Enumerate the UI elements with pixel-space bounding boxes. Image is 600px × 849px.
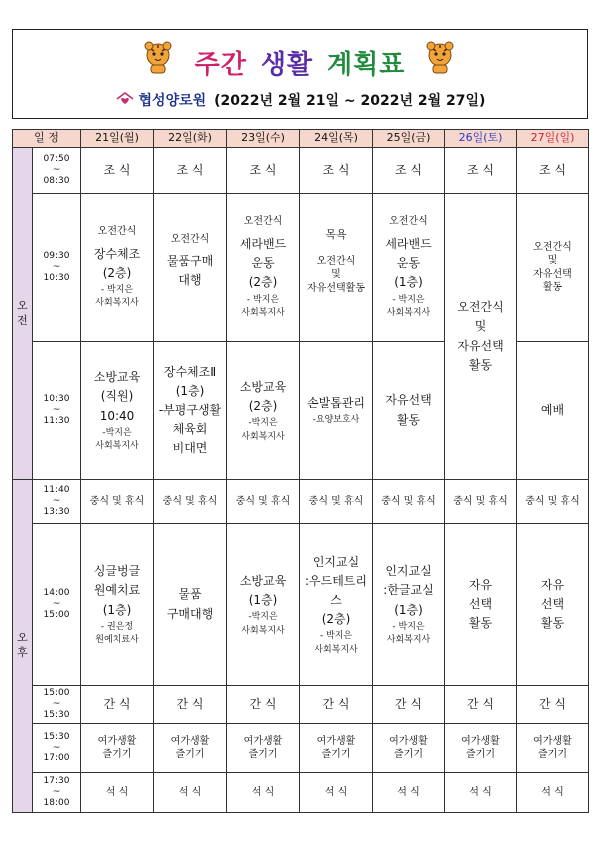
snack-cell: 간 식 — [517, 686, 589, 724]
title-word-1: 주간 — [194, 50, 247, 80]
leisure-cell: 여가생활 즐기기 — [300, 724, 373, 773]
time-cell: 15:00 ~ 15:30 — [33, 686, 81, 724]
day-fri: 25일(금) — [373, 130, 445, 148]
meal-cell: 석 식 — [517, 773, 589, 813]
morning-snack: 오전간식 — [389, 216, 428, 228]
meal-cell: 조 식 — [300, 148, 373, 194]
meal-cell: 석 식 — [373, 773, 445, 813]
activity-note: -박지은 사회복지사 — [241, 612, 285, 636]
activity-note: -박지은 사회복지사 — [95, 427, 139, 452]
activity-cell: 자유 선택 활동 — [445, 524, 517, 686]
leisure-cell: 여가생활 즐기기 — [81, 724, 154, 773]
meal-cell: 중식 및 휴식 — [154, 480, 227, 524]
leisure-cell: 여가생활 즐기기 — [445, 724, 517, 773]
meal-cell: 석 식 — [227, 773, 300, 813]
header-row — [13, 130, 589, 148]
activity-note: - 박지은 사회복지사 — [95, 284, 139, 309]
activity-cell — [154, 194, 227, 342]
activity-cell — [227, 524, 300, 686]
leisure-cell: 여가생활 즐기기 — [227, 724, 300, 773]
snack-cell: 간 식 — [227, 686, 300, 724]
page-title — [13, 44, 587, 81]
leisure-cell: 여가생활 즐기기 — [373, 724, 445, 773]
morning-snack: 오전간식 — [243, 216, 283, 228]
activity-name: 인지교실 :우드테트리스 (2층) — [304, 554, 367, 627]
activity-cell — [227, 342, 300, 480]
activity-cell — [373, 524, 445, 686]
subtitle — [13, 90, 587, 110]
activity-cell: 자유선택 활동 — [373, 342, 445, 480]
activity-cell: 장수체조Ⅱ (1층) -부평구생활 체육회 비대면 — [154, 342, 227, 480]
meal-cell: 중식 및 휴식 — [373, 480, 445, 524]
title-word-3: 계획표 — [327, 50, 406, 80]
activity-cell — [300, 342, 373, 480]
day-sat: 26일(토) — [445, 130, 517, 148]
activity-name: 소방교육 (1층) — [239, 573, 287, 607]
activity-cell — [81, 342, 154, 480]
time-cell: 11:40 ~ 13:30 — [33, 480, 81, 524]
header-label: 일 정 — [13, 130, 81, 148]
activity-cell — [300, 194, 373, 342]
table-row — [13, 686, 589, 724]
time-cell: 10:30 ~ 11:30 — [33, 342, 81, 480]
activity-name: 소방교육 (직원) 10:40 — [93, 370, 141, 423]
time-cell: 14:00 ~ 15:00 — [33, 524, 81, 686]
morning-snack: 오전간식 — [170, 233, 210, 245]
day-mon: 21일(월) — [81, 130, 154, 148]
activity-cell: 오전간식 및 자유선택 활동 — [445, 194, 517, 480]
title-box — [12, 29, 588, 119]
activity-name: 세라밴드 운동 (1층) — [385, 236, 432, 290]
activity-name: 물품구매 대행 — [166, 254, 214, 288]
activity-note: - 권은정 원예치료사 — [95, 621, 139, 646]
meal-cell: 중식 및 휴식 — [517, 480, 589, 524]
activity-cell — [81, 524, 154, 686]
meal-cell: 석 식 — [445, 773, 517, 813]
time-cell: 09:30 ~ 10:30 — [33, 194, 81, 342]
activity-note: - 박지은 사회복지사 — [386, 621, 431, 646]
title-word-2: 생활 — [260, 50, 314, 80]
org-name: 협성양로원 — [138, 93, 207, 109]
activity-cell: 예배 — [517, 342, 589, 480]
activity-name: 소방교육 (2층) — [239, 379, 287, 413]
activity-cell — [373, 194, 445, 342]
meal-cell: 조 식 — [445, 148, 517, 194]
section-am: 오 전 — [13, 148, 33, 480]
activity-cell: 오전간식 및 자유선택 활동 — [517, 194, 589, 342]
activity-name: 장수체조 (2층) — [93, 246, 141, 280]
time-cell: 17:30 ~ 18:00 — [33, 773, 81, 813]
activity-cell — [300, 524, 373, 686]
activity-name: 싱글벙글 원예치료 (1층) — [93, 564, 141, 617]
meal-cell: 조 식 — [517, 148, 589, 194]
table-row — [13, 194, 589, 342]
activity-note: - 박지은 사회복지사 — [386, 294, 431, 319]
activity-name: 인지교실 :한글교실 (1층) — [383, 564, 434, 617]
meal-cell: 중식 및 휴식 — [81, 480, 154, 524]
section-pm: 오 후 — [13, 480, 33, 813]
meal-cell: 석 식 — [300, 773, 373, 813]
activity-name: 세라밴드 운동 (2층) — [239, 236, 287, 290]
table-row — [13, 480, 589, 524]
time-cell: 07:50 ~ 08:30 — [33, 148, 81, 194]
meal-cell: 중식 및 휴식 — [300, 480, 373, 524]
table-row — [13, 148, 589, 194]
meal-cell: 조 식 — [227, 148, 300, 194]
snack-cell: 간 식 — [373, 686, 445, 724]
leisure-cell: 여가생활 즐기기 — [154, 724, 227, 773]
table-row — [13, 724, 589, 773]
morning-snack: 오전간식 — [97, 226, 137, 238]
activity-note: -요양보호사 — [312, 415, 360, 426]
activity-name: 손발톱관리 — [307, 396, 365, 411]
snack-cell: 간 식 — [154, 686, 227, 724]
meal-cell: 조 식 — [154, 148, 227, 194]
table-row — [13, 773, 589, 813]
snack-cell: 간 식 — [81, 686, 154, 724]
activity-note: -박지은 사회복지사 — [241, 418, 285, 442]
snack-cell: 간 식 — [300, 686, 373, 724]
meal-cell: 석 식 — [81, 773, 154, 813]
day-wed: 23일(수) — [227, 130, 300, 148]
activity-top: 목욕 — [325, 227, 347, 241]
meal-cell: 중식 및 휴식 — [445, 480, 517, 524]
meal-cell: 조 식 — [81, 148, 154, 194]
snack-cell: 간 식 — [445, 686, 517, 724]
table-row — [13, 524, 589, 686]
activity-name: 오전간식 및 자유선택활동 — [307, 255, 365, 294]
meal-cell: 조 식 — [373, 148, 445, 194]
activity-cell — [81, 194, 154, 342]
day-sun: 27일(일) — [517, 130, 589, 148]
schedule-table — [12, 129, 589, 813]
activity-cell: 물품 구매대행 — [154, 524, 227, 686]
time-cell: 15:30 ~ 17:00 — [33, 724, 81, 773]
activity-note: - 박지은 사회복지사 — [314, 631, 358, 655]
day-thu: 24일(목) — [300, 130, 373, 148]
activity-cell: 자유 선택 활동 — [517, 524, 589, 686]
activity-cell — [227, 194, 300, 342]
leisure-cell: 여가생활 즐기기 — [517, 724, 589, 773]
meal-cell: 중식 및 휴식 — [227, 480, 300, 524]
meal-cell: 석 식 — [154, 773, 227, 813]
activity-note: - 박지은 사회복지사 — [241, 294, 285, 319]
period: (2022년 2월 21일 ~ 2022년 2월 27일) — [214, 93, 486, 109]
house-heart-icon — [115, 91, 135, 107]
day-tue: 22일(화) — [154, 130, 227, 148]
